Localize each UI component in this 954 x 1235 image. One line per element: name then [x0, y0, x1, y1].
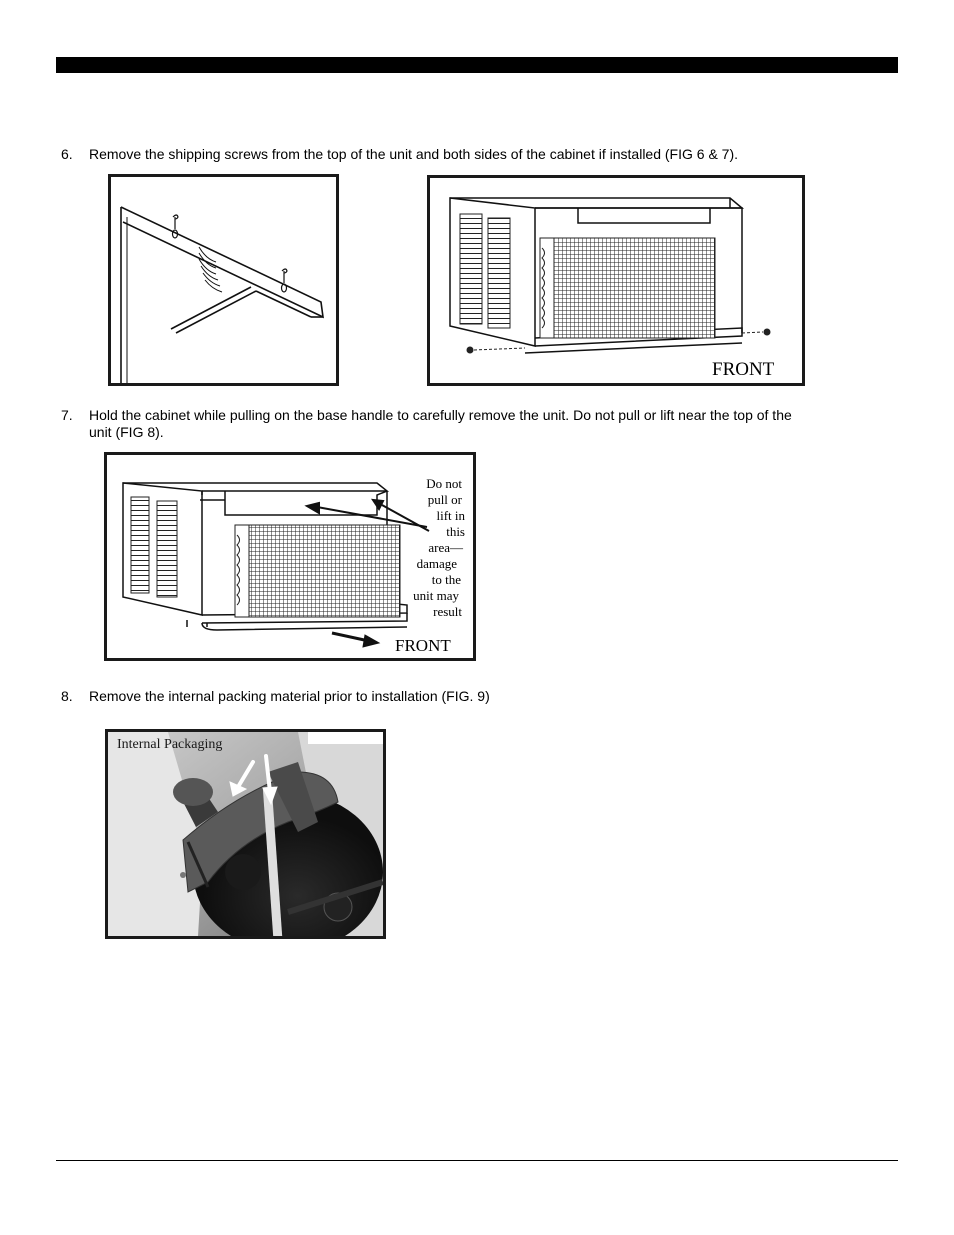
screw-icon — [764, 329, 771, 336]
figure-6-top-screws — [108, 174, 339, 386]
warning-text — [413, 476, 465, 619]
step-text: Remove the internal packing material prior to installation (FIG. 9) — [89, 688, 490, 704]
warning-line: area— — [428, 540, 463, 555]
step-text-line-1: Hold the cabinet while pulling on the base handle to carefully remove the unit. Do not pull or lift near the top of the — [89, 407, 792, 423]
step-7 — [61, 407, 891, 441]
step-8 — [61, 688, 661, 705]
screw-icon — [467, 347, 474, 354]
warning-line: result — [433, 604, 462, 619]
figure-9-internal-packaging-photo — [105, 729, 386, 939]
step-number: 6. — [61, 146, 73, 162]
header-bar — [56, 57, 898, 73]
step-text-line-2: unit (FIG 8). — [89, 424, 164, 440]
unit-removal-illustration — [107, 455, 473, 658]
cabinet-top-illustration — [111, 177, 336, 383]
figure-7-side-screws — [427, 175, 805, 386]
warning-line: to the — [431, 572, 461, 587]
footer-rule — [56, 1160, 898, 1161]
warning-line: pull or — [427, 492, 462, 507]
pull-arrow-icon — [332, 633, 379, 647]
unit-front-illustration — [430, 178, 802, 383]
front-label: FRONT — [712, 359, 775, 380]
step-number: 7. — [61, 407, 73, 423]
step-number: 8. — [61, 688, 73, 704]
warning-line: unit may — [413, 588, 459, 603]
warning-line: damage — [416, 556, 457, 571]
warning-line: lift in — [436, 508, 465, 523]
step-6 — [61, 146, 861, 163]
screw-icon — [282, 269, 288, 292]
warning-line: Do not — [426, 476, 462, 491]
screw-icon — [173, 215, 179, 238]
step-text: Remove the shipping screws from the top of the unit and both sides of the cabinet if installed (FIG 6 & 7). — [89, 146, 739, 162]
photo-caption: Internal Packaging — [117, 737, 223, 752]
figure-8-remove-unit — [104, 452, 476, 661]
packaging-photo — [108, 732, 383, 936]
warning-line: this — [446, 524, 465, 539]
front-label: FRONT — [395, 636, 451, 655]
